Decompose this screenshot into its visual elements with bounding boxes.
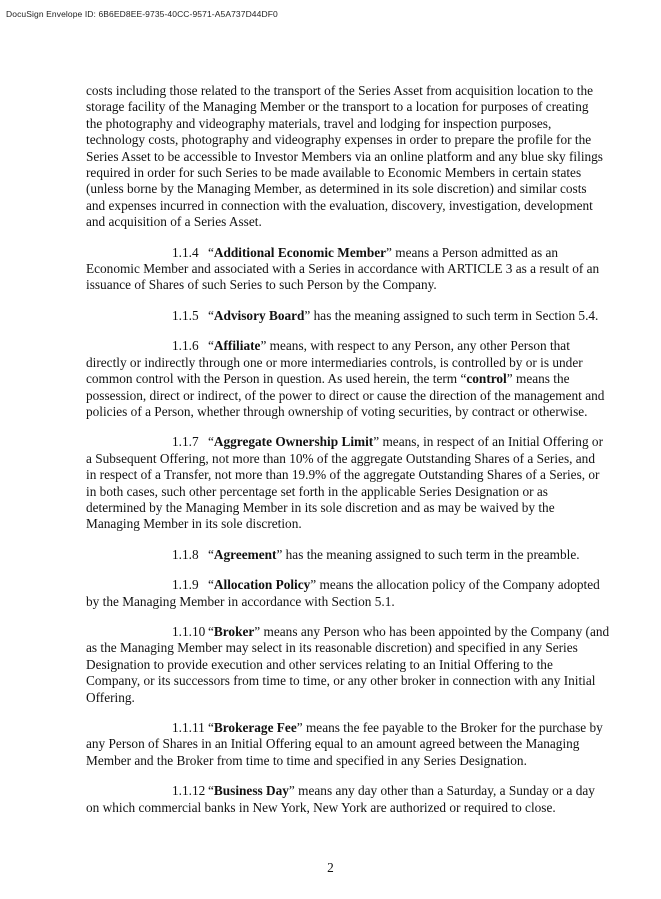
definition-text: ” means a Person admitted as an — [386, 244, 559, 260]
defined-term: Business Day — [213, 783, 289, 799]
definition-paragraph: 1.1.12 “Business Day” means any day other than a Saturday, a Sunday or a day on which commercial banks in New York, New York are authorized or required to close. — [86, 783, 595, 815]
definition-text: ” means the fee payable to the Broker for the purchase by — [296, 720, 603, 735]
section-number: 1.1.4 — [172, 244, 199, 260]
definition-paragraph: 1.1.9 “Allocation Policy” means the allocation policy of the Company adopted by the Managing Member in accordance with Section 5.1. — [86, 577, 600, 609]
section-number: 1.1.8 — [172, 546, 199, 562]
definition-text: ” has the meaning assigned to such term in the preamble. — [276, 546, 580, 562]
section-number: 1.1.6 — [172, 338, 199, 354]
section-number: 1.1.9 — [172, 577, 199, 593]
defined-term: Agreement — [213, 546, 277, 562]
defined-term: Brokerage Fee — [213, 720, 297, 735]
definition-text: as the Managing Member may select in its reasonable discretion) and specified in any Series Designation to provide execution and other services relating to an Initial Offering to the Company, or its successors from time to time, or any other broker in connection with any Initial Offering. — [86, 640, 596, 705]
definition-text: directly or indirectly through one or more intermediaries controls, is controlled by or is under common control with the Person in question. As used herein, the term “control” means the possession, direct or indirect, of the power to direct or cause the direction of the management and policies of a Person, whether through ownership of voting securities, by contract or otherwise. — [86, 354, 605, 419]
definition-paragraph: 1.1.6 “Affiliate” means, with respect to any Person, any other Person that directly or indirectly through one or more intermediaries controls, is controlled by or is under common control with the Person in question. As used herein, the term “control” means the possession, direct or indirect, of the power to direct or cause the direction of the management and policies of a Person, whether through ownership of voting securities, by contract or otherwise. — [86, 338, 605, 419]
definition-text: ” means, with respect to any Person, any other Person that — [260, 338, 570, 354]
defined-term: Affiliate — [213, 338, 261, 354]
envelope-id: DocuSign Envelope ID: 6B6ED8EE-9735-40CC-9571-A5A737D44DF0 — [6, 9, 278, 19]
definition-text: Economic Member and associated with a Series in accordance with ARTICLE 3 as a result of an issuance of Shares of such Series to such Person by the Company. — [86, 261, 600, 293]
defined-term: Broker — [213, 623, 255, 639]
page-number: 2 — [327, 860, 334, 875]
definition-text: any Person of Shares in an Initial Offering equal to an amount agreed between the Managing Member and the Broker from time to time and specified in any Series Designation. — [86, 736, 580, 768]
definition-text: ” means any day other than a Saturday, a Sunday or a day — [288, 783, 595, 799]
section-number: 1.1.10 — [172, 623, 206, 639]
defined-term: Allocation Policy — [213, 577, 311, 593]
definition-text: on which commercial banks in New York, New York are authorized or required to close. — [86, 799, 556, 815]
defined-term: control — [466, 371, 507, 387]
definition-text: ” means any Person who has been appointed by the Company (and — [254, 623, 610, 639]
definition-paragraph: 1.1.10 “Broker” means any Person who has been appointed by the Company (and as the Managing Member may select in its reasonable discretion) and specified in any Series Designation to provide execution and other services relating to an Initial Offering to the Company, or its successors from time to time, or any other broker in connection with any Initial Offering. — [86, 623, 610, 705]
definition-paragraph: 1.1.7 “Aggregate Ownership Limit” means, in respect of an Initial Offering or a Subsequent Offering, not more than 10% of the aggregate Outstanding Shares of a Series, and in respect of a Transfer, not more than 19.9% of the aggregate Outstanding Shares of a Series, or in both cases, such other percentage set forth in the applicable Series Designation or as determined by the Managing Member in its sole discretion and as may be waived by the Managing Member in its sole discretion. — [86, 434, 603, 532]
section-number: 1.1.5 — [172, 307, 199, 323]
section-number: 1.1.12 — [172, 783, 206, 799]
definition-text: ” has the meaning assigned to such term in Section 5.4. — [304, 307, 599, 323]
definition-paragraph: 1.1.11 “Brokerage Fee” means the fee payable to the Broker for the purchase by any Person of Shares in an Initial Offering equal to an amount agreed between the Managing Member and the Broker from time to time and specified in any Series Designation. — [86, 720, 603, 768]
document-body — [86, 83, 631, 830]
defined-term: Advisory Board — [213, 307, 305, 323]
definition-text: ” means, in respect of an Initial Offering or — [373, 434, 603, 450]
section-number: 1.1.7 — [172, 434, 199, 450]
section-number: 1.1.11 — [172, 720, 205, 735]
definition-text: by the Managing Member in accordance with Section 5.1. — [86, 593, 395, 609]
defined-term: Additional Economic Member — [213, 244, 387, 260]
definition-paragraph: 1.1.5 “Advisory Board” has the meaning assigned to such term in Section 5.4. — [172, 307, 599, 323]
definition-text: a Subsequent Offering, not more than 10% of the aggregate Outstanding Shares of a Series, and in respect of a Transfer, not more than 19.9% of the aggregate Outstanding Shares of a Series, or in both cases, such other percentage set forth in the applicable Series Designation or as determined by the Managing Member in its sole discretion and as may be waived by the Managing Member in its sole discretion. — [86, 450, 600, 532]
continuation-paragraph: costs including those related to the transport of the Series Asset from acquisition location to the storage facility of the Managing Member or the transport to a location for purposes of creating the photography and videography materials, travel and lodging for inspection purposes, technology costs, photography and videography expenses in order to prepare the profile for the Series Asset to be accessible to Investor Members via an online platform and any blue sky filings required in order for such Series to be made available to Economic Members in certain states (unless borne by the Managing Member, as determined in its sole discretion) and similar costs and expenses incurred in connection with the evaluation, discovery, investigation, development and acquisition of a Series Asset. — [86, 83, 603, 230]
definition-paragraph: 1.1.8 “Agreement” has the meaning assigned to such term in the preamble. — [172, 546, 580, 562]
definition-paragraph: 1.1.4 “Additional Economic Member” means a Person admitted as an Economic Member and associated with a Series in accordance with ARTICLE 3 as a result of an issuance of Shares of such Series to such Person by the Company. — [86, 244, 600, 293]
defined-term: Aggregate Ownership Limit — [213, 434, 374, 450]
definition-text: ” means the allocation policy of the Company adopted — [310, 577, 600, 593]
